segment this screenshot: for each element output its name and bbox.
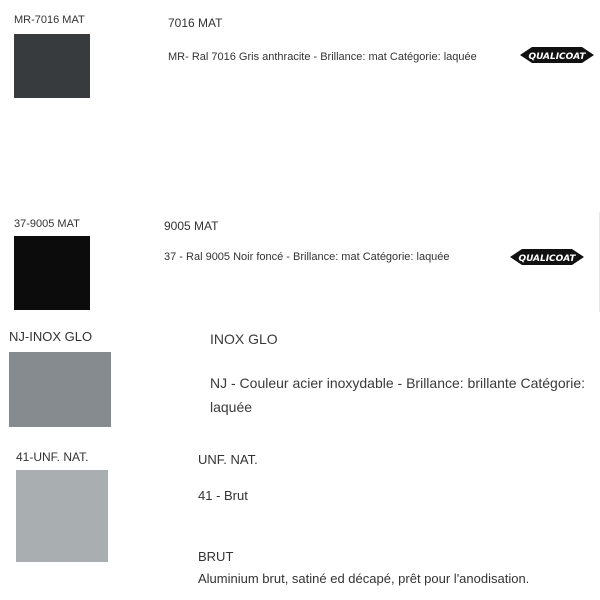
item-code: NJ-INOX GLO <box>9 329 93 344</box>
color-swatch-7016 <box>14 34 90 98</box>
item-code: MR-7016 MAT <box>14 14 85 26</box>
item-title: 9005 MAT <box>164 219 219 233</box>
item-subdescription: Aluminium brut, satiné ed décapé, prêt pour l'anodisation. <box>198 571 530 586</box>
item-title: INOX GLO <box>210 331 278 347</box>
item-description: NJ - Couleur acier inoxydable - Brillance: brillante Catégorie: laquée <box>210 375 586 415</box>
color-swatch-brut <box>16 470 108 562</box>
item-code: 37-9005 MAT <box>14 218 80 230</box>
qualicoat-logo-icon <box>518 44 596 66</box>
qualicoat-logo-icon <box>508 246 586 268</box>
logo-text: QUALICOAT <box>518 254 576 264</box>
item-title: UNF. NAT. <box>198 452 258 467</box>
color-swatch-9005 <box>14 236 90 310</box>
item-subtitle: BRUT <box>198 549 234 564</box>
item-code: 41-UNF. NAT. <box>16 450 89 464</box>
item-title: 7016 MAT <box>168 16 223 30</box>
item-description: 37 - Ral 9005 Noir foncé - Brillance: mat Catégorie: laquée <box>164 251 450 263</box>
item-description: MR- Ral 7016 Gris anthracite - Brillance: mat Catégorie: laquée <box>168 51 477 63</box>
item-description: 41 - Brut <box>198 488 248 503</box>
logo-text: QUALICOAT <box>528 52 586 62</box>
color-swatch-inox <box>9 352 111 427</box>
